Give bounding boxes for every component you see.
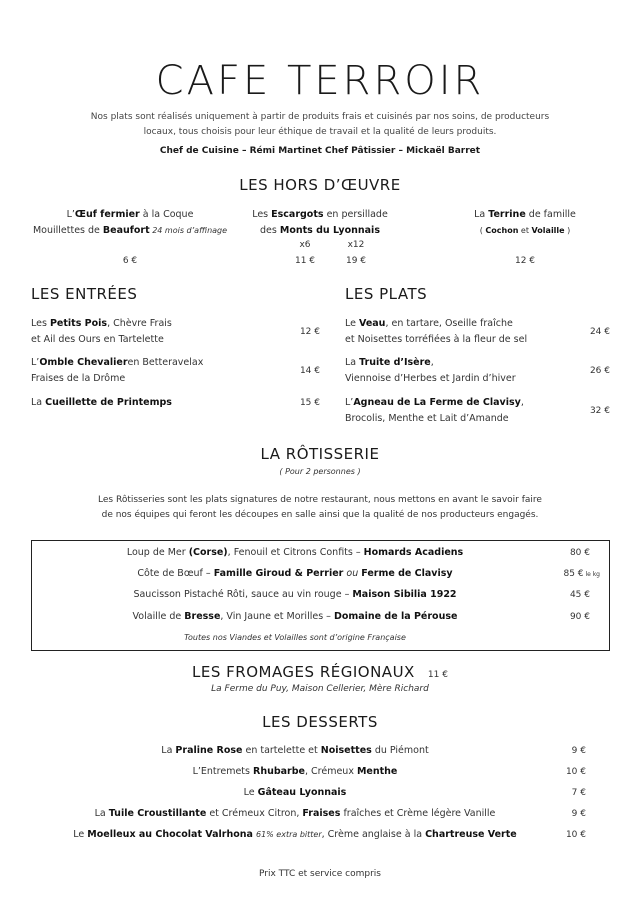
intro-line-1: Nos plats sont réalisés uniquement à partir de produits frais et cuisinés par nos soins, de producteurs (90, 112, 550, 122)
hors-doeuvre-heading: LES HORS D’ŒUVRE (239, 176, 401, 194)
dessert-item: La Praline Rose en tartelette et Noisettes du Piémont (161, 745, 429, 756)
rotisserie-item: Saucisson Pistaché Rôti, sauce au vin rouge – Maison Sibilia 1922 (133, 589, 457, 600)
rotisserie-heading: LA RÔTISSERIE (260, 445, 380, 463)
rotisserie-price: 85 € le kg (563, 569, 600, 579)
rotisserie-item: Volaille de Bresse, Vin Jaune et Morilles – Domaine de la Pérouse (132, 611, 458, 622)
plats-heading: LES PLATS (345, 285, 428, 303)
entrees-heading: LES ENTRÉES (31, 285, 138, 303)
rotisserie-desc-2: de nos équipes qui feront les découpes en salle ainsi que la qualité de nos producteurs engagés. (101, 510, 539, 520)
entree-item: L’Omble Chevalieren Betteravelax Fraises de la Drôme (31, 357, 204, 384)
entree-price: 14 € (299, 366, 320, 376)
chefs-credit: Chef de Cuisine – Rémi Martinet Chef Pâtissier – Mickaël Barret (159, 146, 481, 156)
dessert-price: 10 € (565, 830, 586, 840)
rotisserie-footnote: Toutes nos Viandes et Volailles sont d’origine Française (184, 633, 406, 642)
escargots-price-6: 11 € (294, 256, 316, 266)
plat-price: 24 € (589, 327, 610, 337)
plat-price: 32 € (589, 406, 610, 416)
desserts-heading: LES DESSERTS (262, 713, 378, 731)
dessert-item: L’Entremets Rhubarbe, Crémeux Menthe (192, 766, 398, 777)
rotisserie-subtitle: ( Pour 2 personnes ) (279, 467, 361, 476)
entree-item: Les Petits Pois, Chèvre Frais et Ail des Ours en Tartelette (31, 318, 172, 345)
rotisserie-desc-1: Les Rôtisseries sont les plats signatures de notre restaurant, nous mettons en avant le savoir faire (98, 495, 542, 505)
fromages-heading-row (0, 662, 640, 681)
escargots-qty-12: x12 (347, 240, 365, 250)
escargots-qty-6: x6 (299, 240, 311, 250)
terrine-item: La Terrine de famille ( Cochon et Volaille ) (474, 209, 576, 235)
dessert-item: La Tuile Croustillante et Crémeux Citron, Fraises fraîches et Crème légère Vanille (94, 808, 496, 819)
dessert-price: 9 € (571, 746, 586, 756)
rotisserie-price: 80 € (569, 548, 590, 558)
plat-item: La Truite d’Isère, Viennoise d’Herbes et Jardin d’hiver (345, 357, 516, 384)
dessert-price: 9 € (571, 809, 586, 819)
dessert-price: 7 € (571, 788, 586, 798)
rotisserie-price: 45 € (569, 590, 590, 600)
oeuf-item: L’Œuf fermier à la Coque Mouillettes de Beaufort 24 mois d’affinage (32, 209, 228, 236)
footer-note: Prix TTC et service compris (259, 869, 381, 879)
entree-price: 15 € (299, 398, 320, 408)
entree-price: 12 € (299, 327, 320, 337)
rotisserie-price: 90 € (569, 612, 590, 622)
dessert-item: Le Moelleux au Chocolat Valrhona 61% extra bitter, Crème anglaise à la Chartreuse Verte (73, 829, 517, 840)
entree-item: La Cueillette de Printemps (31, 397, 172, 408)
dessert-item: Le Gâteau Lyonnais (243, 787, 347, 798)
rotisserie-item: Loup de Mer (Corse), Fenouil et Citrons Confits – Homards Acadiens (126, 547, 464, 558)
plat-item: Le Veau, en tartare, Oseille fraîche et Noisettes torréfiées à la fleur de sel (345, 318, 528, 345)
fromages-subtitle: La Ferme du Puy, Maison Cellerier, Mère Richard (211, 684, 429, 694)
fromages-price: 11 € (427, 670, 448, 680)
fromages-heading: LES FROMAGES RÉGIONAUX (192, 663, 415, 681)
restaurant-title: CAFE TERROIR (155, 58, 485, 104)
oeuf-price: 6 € (122, 256, 138, 266)
intro-line-2: locaux, tous choisis pour leur éthique de travail et la qualité de leurs produits. (143, 127, 497, 137)
rotisserie-item: Côte de Bœuf – Famille Giroud & Perrier ou Ferme de Clavisy (137, 568, 453, 579)
escargots-item: Les Escargots en persillade des Monts du Lyonnais (252, 209, 388, 236)
terrine-price: 12 € (514, 256, 536, 266)
plat-price: 26 € (589, 366, 610, 376)
plat-item: L’Agneau de La Ferme de Clavisy, Brocolis, Menthe et Lait d’Amande (345, 397, 524, 424)
escargots-price-12: 19 € (345, 256, 367, 266)
dessert-price: 10 € (565, 767, 586, 777)
